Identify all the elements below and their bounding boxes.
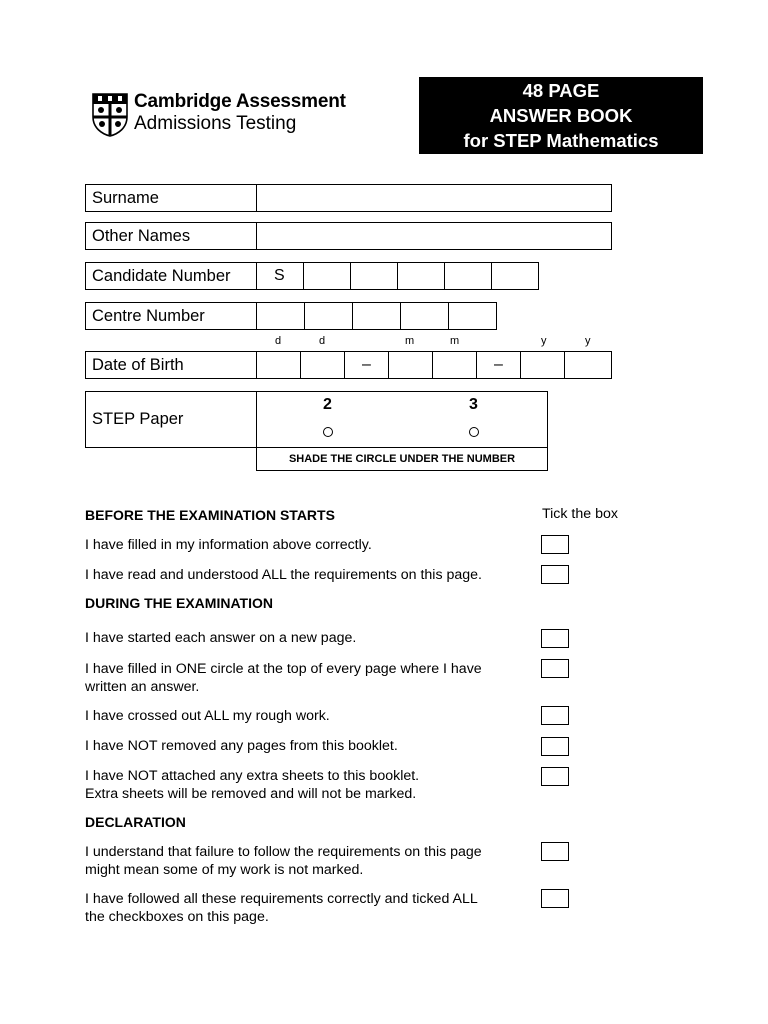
- checklist-item: [85, 737, 398, 755]
- checklist-item: [85, 566, 482, 584]
- checkbox[interactable]: [541, 565, 569, 584]
- section-heading-before: BEFORE THE EXAMINATION STARTS: [85, 507, 335, 523]
- candidate-number-row: [85, 262, 539, 290]
- checklist-item: [85, 707, 330, 725]
- dob-letter: y: [541, 335, 547, 347]
- checklist-item-text: I have filled in ONE circle at the top of every page where I have: [85, 661, 482, 677]
- checklist-item-text: I have crossed out ALL my rough work.: [85, 708, 330, 724]
- checklist-item-text: I have NOT removed any pages from this booklet.: [85, 738, 398, 754]
- dob-label: Date of Birth: [86, 352, 257, 378]
- answer-book-title: [419, 77, 703, 154]
- surname-label: Surname: [86, 185, 257, 211]
- dob-letter: y: [585, 335, 591, 347]
- other-names-input[interactable]: [257, 223, 611, 249]
- checklist-item-text: Extra sheets will be removed and will not be marked.: [85, 786, 417, 802]
- checklist-item: [85, 536, 372, 554]
- candidate-number-digit[interactable]: [398, 263, 445, 289]
- surname-row: [85, 184, 612, 212]
- dob-letter: d: [319, 335, 326, 347]
- shade-instruction: SHADE THE CIRCLE UNDER THE NUMBER: [288, 453, 516, 465]
- checklist-item-text: written an answer.: [85, 679, 200, 695]
- checkbox[interactable]: [541, 737, 569, 756]
- title-line: 48 PAGE: [522, 80, 600, 101]
- centre-number-digit[interactable]: [353, 303, 401, 329]
- dob-letter: m: [450, 335, 460, 347]
- dob-day-digit[interactable]: [301, 352, 345, 378]
- dob-month-digit[interactable]: [433, 352, 477, 378]
- step-2-circle[interactable]: [323, 427, 333, 437]
- dob-separator: –: [345, 352, 389, 378]
- step-paper-options: [257, 392, 547, 448]
- step-paper-label: STEP Paper: [86, 392, 257, 448]
- checkbox[interactable]: [541, 889, 569, 908]
- checklist-item: [85, 629, 356, 647]
- dob-separator: –: [477, 352, 521, 378]
- dob-year-digit[interactable]: [521, 352, 565, 378]
- checklist-item-text: I have followed all these requirements correctly and ticked ALL: [85, 891, 478, 907]
- centre-number-label: Centre Number: [86, 303, 257, 329]
- centre-number-digit[interactable]: [257, 303, 305, 329]
- centre-number-row: [85, 302, 497, 330]
- candidate-number-digit[interactable]: [492, 263, 538, 289]
- checklist-item: [85, 660, 482, 696]
- centre-number-digit[interactable]: [449, 303, 496, 329]
- candidate-number-prefix: S: [257, 263, 304, 289]
- checklist-item-text: might mean some of my work is not marked.: [85, 862, 364, 878]
- section-heading-declaration: DECLARATION: [85, 814, 186, 830]
- checklist-item: [85, 767, 419, 803]
- checklist-item-text: I have filled in my information above correctly.: [85, 537, 372, 553]
- step-paper-row: [85, 391, 548, 448]
- cambridge-logo: [92, 93, 362, 137]
- section-heading-during: DURING THE EXAMINATION: [85, 595, 273, 611]
- checkbox[interactable]: [541, 706, 569, 725]
- checkbox[interactable]: [541, 629, 569, 648]
- candidate-number-label: Candidate Number: [86, 263, 257, 289]
- checkbox[interactable]: [541, 842, 569, 861]
- dob-day-digit[interactable]: [257, 352, 301, 378]
- title-line: ANSWER BOOK: [489, 105, 633, 126]
- step-option-label: 3: [469, 396, 478, 413]
- tick-the-box-header: Tick the box: [542, 506, 618, 522]
- checklist-item-text: the checkboxes on this page.: [85, 909, 269, 925]
- candidate-number-digit[interactable]: [304, 263, 351, 289]
- other-names-row: [85, 222, 612, 250]
- checklist-item-text: I have NOT attached any extra sheets to this booklet.: [85, 768, 420, 784]
- checkbox[interactable]: [541, 659, 569, 678]
- dob-letter: d: [275, 335, 282, 347]
- dob-month-digit[interactable]: [389, 352, 433, 378]
- candidate-number-digit[interactable]: [351, 263, 398, 289]
- checkbox[interactable]: [541, 535, 569, 554]
- crest-icon: [92, 93, 128, 137]
- shade-instruction-box: [256, 447, 548, 471]
- centre-number-digit[interactable]: [401, 303, 449, 329]
- other-names-label: Other Names: [86, 223, 257, 249]
- dob-letter: m: [405, 335, 415, 347]
- dob-year-digit[interactable]: [565, 352, 611, 378]
- surname-input[interactable]: [257, 185, 611, 211]
- title-line: for STEP Mathematics: [463, 130, 659, 151]
- step-3-circle[interactable]: [469, 427, 479, 437]
- logo-line-2: Admissions Testing: [134, 113, 297, 134]
- checklist-item-text: I understand that failure to follow the requirements on this page: [85, 844, 482, 860]
- date-of-birth-row: [85, 351, 612, 379]
- checklist-item: [85, 890, 478, 926]
- centre-number-digit[interactable]: [305, 303, 353, 329]
- checklist-item-text: I have read and understood ALL the requirements on this page.: [85, 567, 482, 583]
- step-option-label: 2: [323, 396, 332, 413]
- logo-line-1: Cambridge Assessment: [134, 91, 346, 112]
- checklist-item-text: I have started each answer on a new page.: [85, 630, 357, 646]
- checkbox[interactable]: [541, 767, 569, 786]
- candidate-number-digit[interactable]: [445, 263, 492, 289]
- checklist-item: [85, 843, 482, 879]
